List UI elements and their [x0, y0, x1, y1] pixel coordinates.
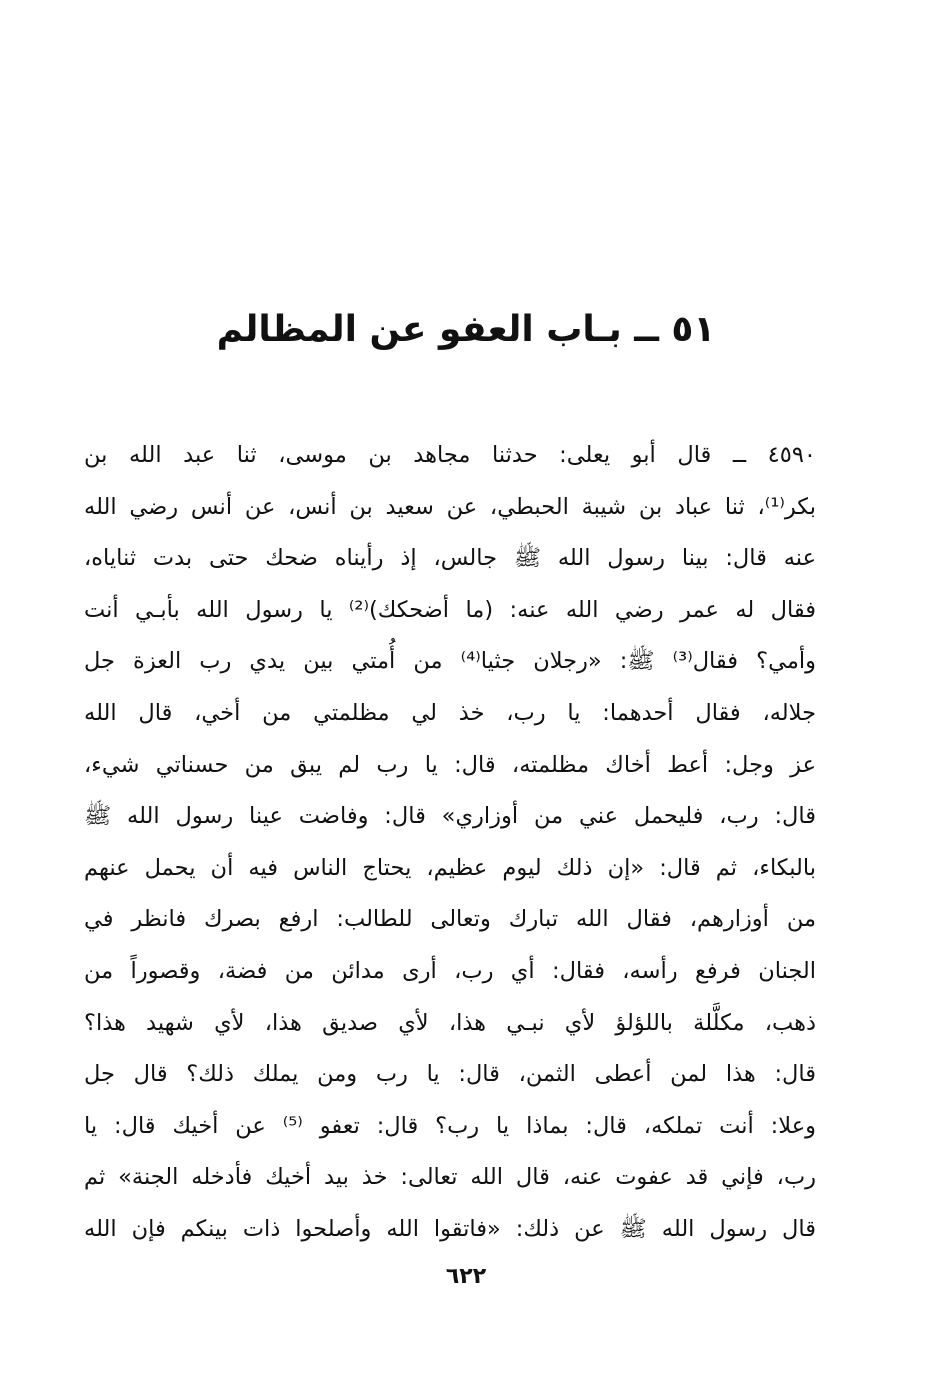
text-line: عنه قال: بينا رسول الله ﷺ جالس، إذ رأيناه ضحك حتى بدت ثناياه،	[84, 545, 816, 572]
text-line: من أوزارهم، فقال الله تبارك وتعالى للطالب: ارفع بصرك فانظر في	[84, 906, 816, 933]
text-line: جلاله، فقال أحدهما: يا رب، خذ لي مظلمتي من أخي، قال الله	[84, 699, 816, 726]
page-number: ٦٢٢	[445, 1264, 487, 1289]
text-line: بالبكاء، ثم قال: «إن ذلك ليوم عظيم، يحتاج الناس فيه أن يحمل عنهم	[84, 854, 816, 881]
text-line: عز وجل: أعط أخاك مظلمته، قال: يا رب لم يبق من حسناتي شيء،	[84, 751, 816, 778]
text-line: قال: هذا لمن أعطى الثمن، قال: يا رب ومن يملك ذلك؟ قال جل	[84, 1061, 816, 1088]
text-line: قال: رب، فليحمل عني من أوزاري» قال: وفاضت عينا رسول الله ﷺ	[84, 803, 816, 830]
text-line: ذهب، مكلَّلة باللؤلؤ لأي نبـي هذا، لأي صديق هذا، لأي شهيد هذا؟	[84, 1009, 816, 1036]
text-line: ٤٥٩٠ ــ قال أبو يعلى: حدثنا مجاهد بن موسى، ثنا عبد الله بن	[84, 442, 816, 468]
text-line: فقال له عمر رضي الله عنه: (ما أضحكك)⁽²⁾ يا رسول الله بأبـي أنت	[84, 596, 816, 623]
text-line: وأمي؟ فقال⁽³⁾ ﷺ: «رجلان جثيا⁽⁴⁾ من أُمتي بين يدي رب العزة جل	[84, 648, 816, 675]
hadith-text	[84, 430, 816, 1256]
text-line: وعلا: أنت تملكه، قال: بماذا يا رب؟ قال: تعفو ⁽⁵⁾ عن أخيك قال: يا	[84, 1112, 816, 1139]
text-line: قال رسول الله ﷺ عن ذلك: «فاتقوا الله وأصلحوا ذات بينكم فإن الله	[84, 1215, 816, 1242]
text-line: بكر⁽¹⁾، ثنا عباد بن شيبة الحبطي، عن سعيد بن أنس، عن أنس رضي الله	[84, 493, 816, 520]
text-line: رب، فإني قد عفوت عنه، قال الله تعالى: خذ بيد أخيك فأدخله الجنة» ثم	[84, 1164, 816, 1191]
chapter-title: ٥١ ــ بـاب العفو عن المظالم	[216, 309, 716, 350]
text-line: الجنان فرفع رأسه، فقال: أي رب، أرى مدائن من فضة، وقصوراً من	[84, 957, 816, 984]
